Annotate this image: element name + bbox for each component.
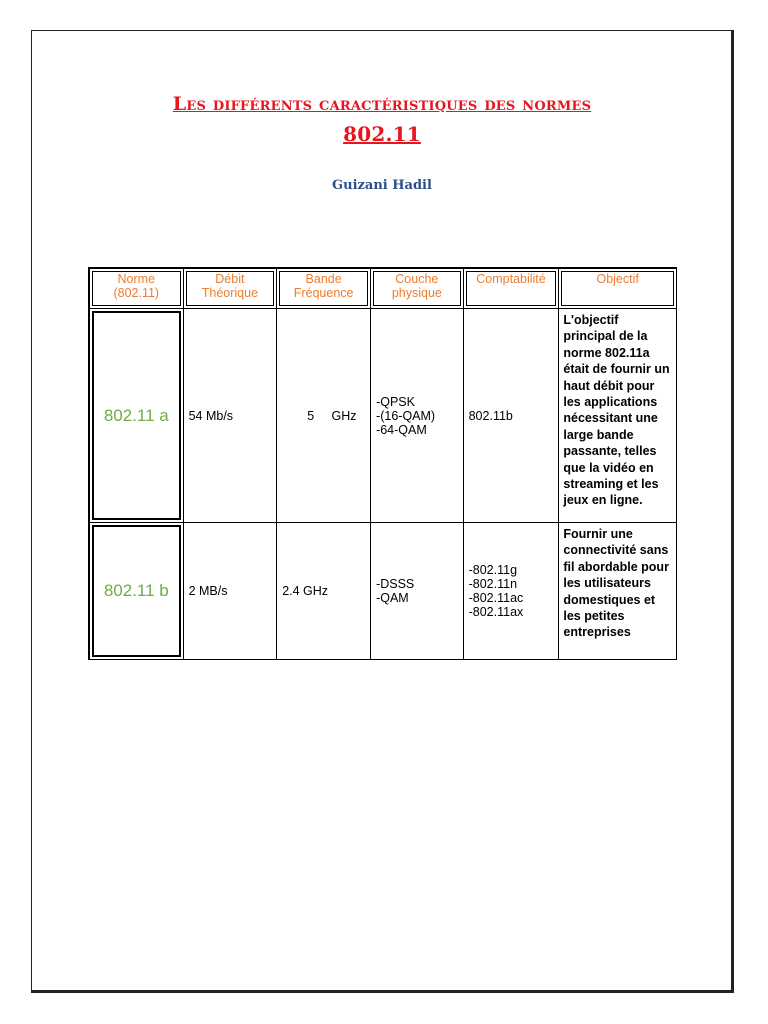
header-debit: Débit Théorique xyxy=(184,269,278,309)
cell-compat: 802.11b xyxy=(464,309,560,523)
cell-couche: -DSSS -QAM xyxy=(371,523,464,660)
norms-table xyxy=(88,267,677,660)
author-name: Guizani Hadil xyxy=(332,178,432,193)
header-couche: Couche physique xyxy=(371,269,464,309)
cell-debit: 54 Mb/s xyxy=(184,309,278,523)
cell-norme: 802.11 a xyxy=(90,309,184,523)
cell-bande: 2.4 GHz xyxy=(277,523,371,660)
header-norme: Norme (802.11) xyxy=(90,269,184,309)
table-row xyxy=(90,523,677,660)
page-title xyxy=(32,89,732,149)
cell-objectif: Fournir une connectivité sans fil abordable pour les utilisateurs domestiques et les petites entreprises xyxy=(559,523,677,660)
header-objectif: Objectif xyxy=(559,269,677,309)
cell-compat: -802.11g -802.11n -802.11ac -802.11ax xyxy=(464,523,560,660)
header-compat: Comptabilité xyxy=(464,269,560,309)
cell-objectif: L'objectif principal de la norme 802.11a était de fournir un haut débit pour les applications nécessitant une large bande passante, telles que la vidéo en streaming et les jeux en ligne. xyxy=(559,309,677,523)
header-bande: Bande Fréquence xyxy=(277,269,371,309)
table-row xyxy=(90,309,677,523)
cell-bande: 5 GHz xyxy=(277,309,371,523)
table-header-row xyxy=(90,269,677,309)
title-line-2: 802.11 xyxy=(343,122,421,146)
title-line-1: Les différents caractéristiques des normes xyxy=(172,93,592,115)
cell-debit: 2 MB/s xyxy=(184,523,278,660)
document-page xyxy=(31,30,734,993)
cell-couche: -QPSK -(16-QAM) -64-QAM xyxy=(371,309,464,523)
cell-norme: 802.11 b xyxy=(90,523,184,660)
